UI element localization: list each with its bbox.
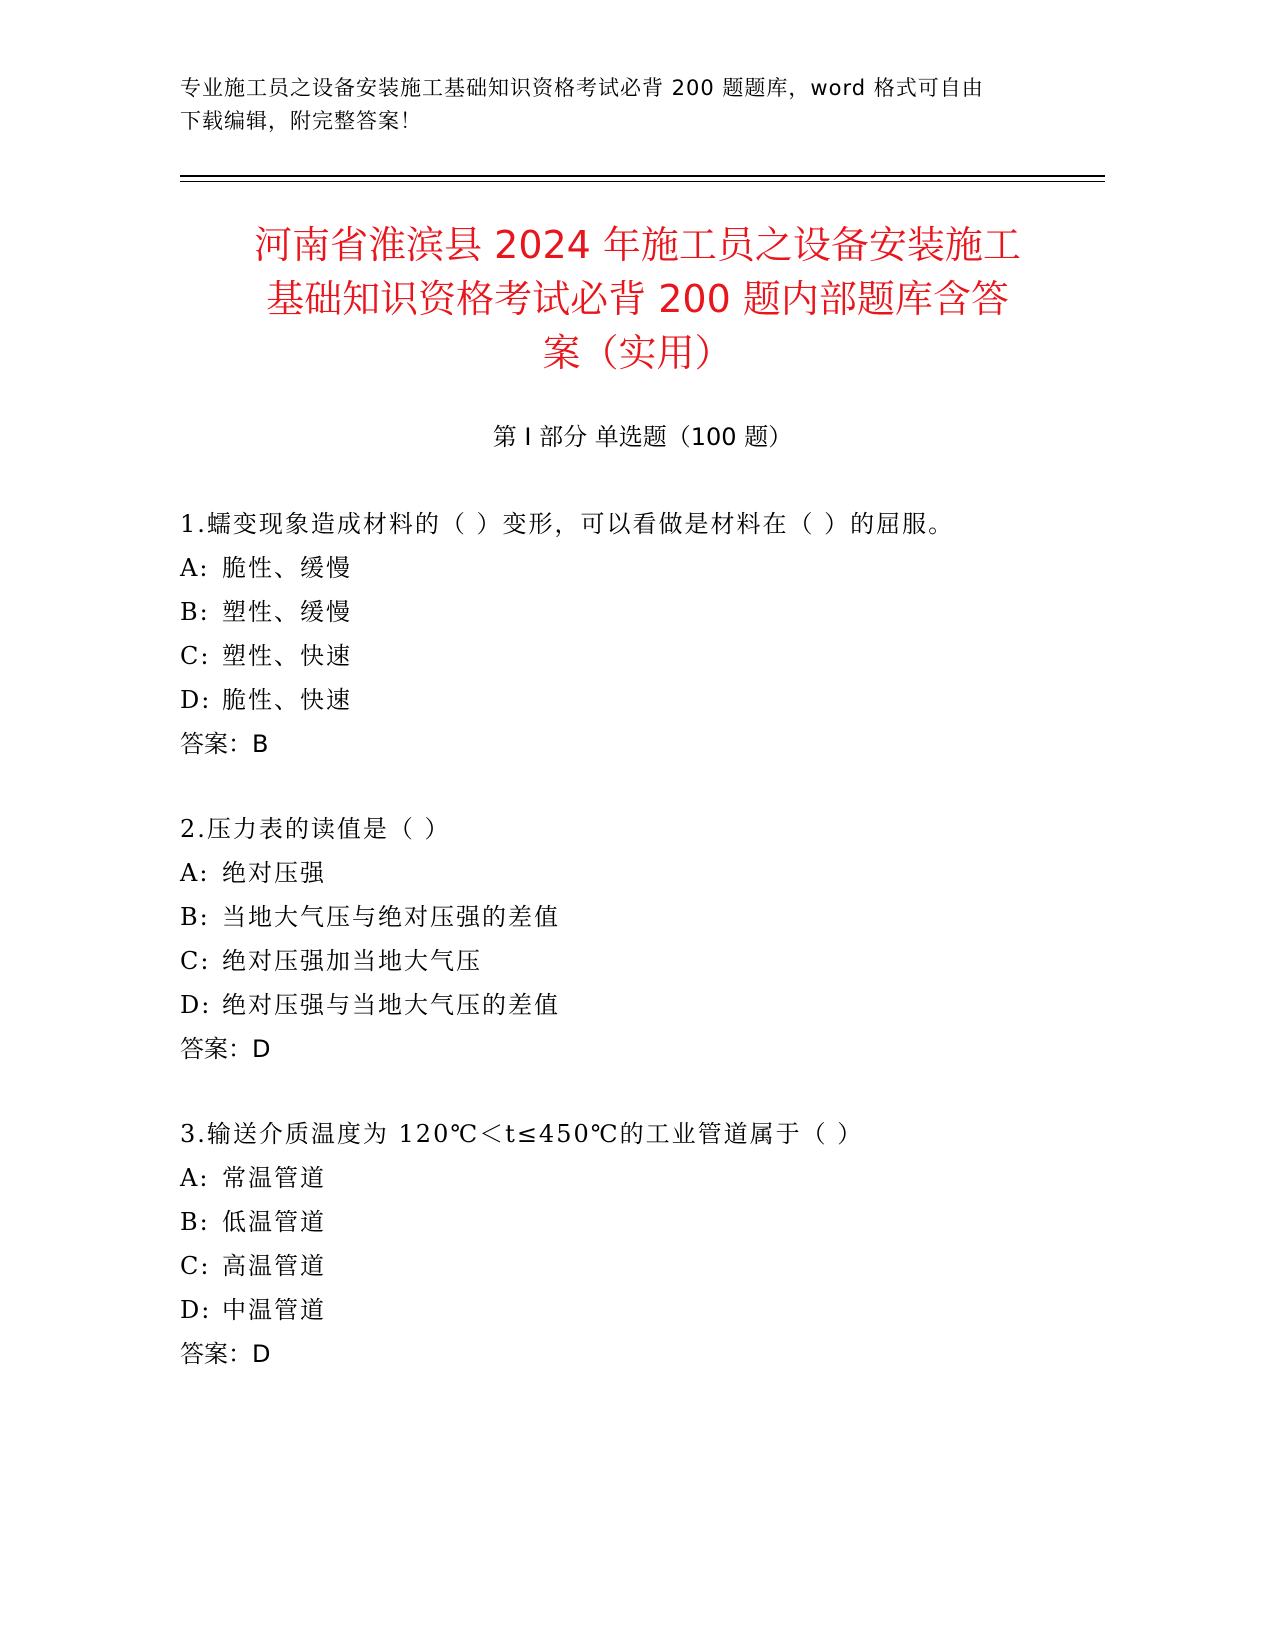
question-item <box>180 1112 1105 1376</box>
document-title <box>160 218 1115 380</box>
question-stem: 2.压力表的读值是（ ） <box>180 815 451 843</box>
option-d <box>180 1288 1105 1332</box>
question-item <box>180 502 1105 766</box>
option-text: 塑性、快速 <box>222 642 352 670</box>
option-text: 绝对压强 <box>222 859 326 887</box>
option-text: 当地大气压与绝对压强的差值 <box>222 903 560 931</box>
answer-line: 答案：D <box>180 1035 271 1063</box>
header-note-line-1: 专业施工员之设备安装施工基础知识资格考试必背 200 题题库，word 格式可自由 <box>180 76 984 100</box>
option-key: A: <box>180 859 210 887</box>
option-key: A: <box>180 1164 210 1192</box>
option-key: C: <box>180 642 211 670</box>
option-text: 低温管道 <box>222 1208 326 1236</box>
header-divider-thick <box>180 175 1105 177</box>
question-stem: 1.蠕变现象造成材料的（ ）变形，可以看做是材料在（ ）的屈服。 <box>180 510 955 538</box>
header-divider-thin <box>180 181 1105 182</box>
option-d <box>180 983 1105 1027</box>
option-text: 高温管道 <box>222 1252 326 1280</box>
option-key: B: <box>180 598 210 626</box>
option-c <box>180 634 1105 678</box>
option-key: C: <box>180 947 211 975</box>
option-d <box>180 678 1105 722</box>
option-b <box>180 590 1105 634</box>
option-key: D: <box>180 1296 212 1324</box>
answer-line: 答案：B <box>180 730 269 758</box>
option-key: D: <box>180 991 212 1019</box>
option-text: 绝对压强加当地大气压 <box>222 947 482 975</box>
option-b <box>180 895 1105 939</box>
option-text: 塑性、缓慢 <box>222 598 352 626</box>
option-c <box>180 1244 1105 1288</box>
option-text: 绝对压强与当地大气压的差值 <box>222 991 560 1019</box>
option-text: 中温管道 <box>222 1296 326 1324</box>
title-line-2: 基础知识资格考试必背 200 题内部题库含答 <box>266 277 1009 321</box>
option-a <box>180 1156 1105 1200</box>
question-item <box>180 807 1105 1071</box>
title-line-3: 案（实用） <box>542 331 733 375</box>
option-c <box>180 939 1105 983</box>
option-text: 常温管道 <box>222 1164 326 1192</box>
header-note <box>180 72 1080 138</box>
option-key: D: <box>180 686 212 714</box>
option-key: B: <box>180 903 210 931</box>
option-text: 脆性、快速 <box>222 686 352 714</box>
option-b <box>180 1200 1105 1244</box>
title-line-1: 河南省淮滨县 2024 年施工员之设备安装施工 <box>254 223 1021 267</box>
header-note-line-2: 下载编辑，附完整答案！ <box>180 109 422 133</box>
option-a <box>180 851 1105 895</box>
section-heading: 第 I 部分 单选题（100 题） <box>492 423 793 451</box>
option-key: B: <box>180 1208 210 1236</box>
option-key: A: <box>180 554 210 582</box>
option-key: C: <box>180 1252 211 1280</box>
option-text: 脆性、缓慢 <box>222 554 352 582</box>
option-a <box>180 546 1105 590</box>
answer-line: 答案：D <box>180 1340 271 1368</box>
question-stem: 3.输送介质温度为 120℃＜t≤450℃的工业管道属于（ ） <box>180 1120 864 1148</box>
